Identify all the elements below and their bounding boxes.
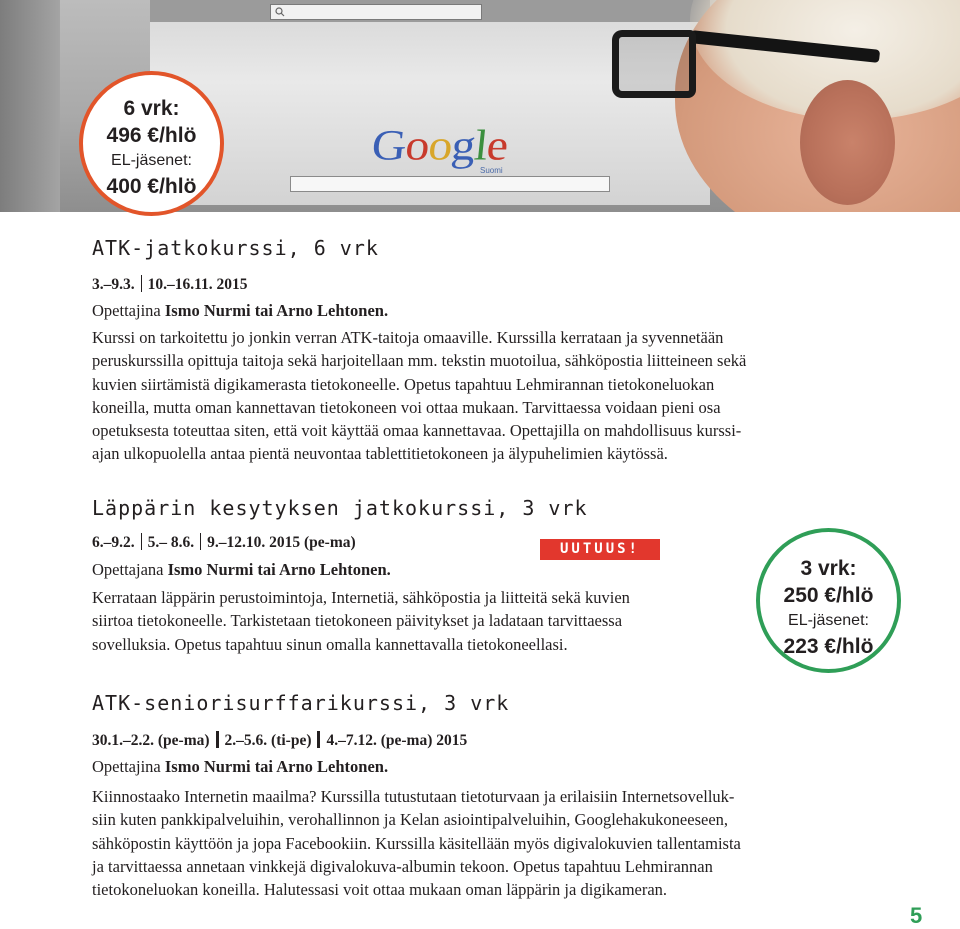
price-regular: 250 €/hlö: [783, 584, 874, 607]
text-line: tietokoneluokan koneilla. Halutessasi voit ottaa mukaan oman läppärin ja digikameran.: [92, 880, 668, 900]
price-member-label: EL-jäsenet:: [111, 152, 192, 169]
google-logo-subtext: Suomi: [480, 166, 503, 175]
price-duration: 6 vrk:: [123, 97, 180, 120]
search-icon: [275, 7, 285, 17]
date-range: 30.1.–2.2. (pe-ma): [92, 732, 210, 749]
person-ear: [800, 80, 895, 205]
course-dates: [92, 731, 467, 750]
course-heading-lapparin-kesytys: Läppärin kesytyksen jatkokurssi, 3 vrk: [92, 496, 588, 520]
course-heading-atk-jatkokurssi: ATK-jatkokurssi, 6 vrk: [92, 236, 379, 260]
google-search-box: [290, 176, 610, 192]
date-range: 10.–16.11. 2015: [147, 276, 248, 293]
teacher-prefix: Opettajina: [92, 757, 161, 776]
date-separator: [200, 533, 201, 550]
text-line: ja tarvittaessa annetaan vinkkejä digivalokuva-albumin tekoon. Opetus tapahtuu Lehmirannan: [92, 856, 713, 876]
course-description: [92, 785, 741, 901]
text-line: opetuksesta toteuttaa siten, että voit käyttää omaa kannettavaa. Opettajilla on mahdollisuus kurssi-: [92, 421, 742, 441]
text-line: kuvien siirtämistä digikamerasta tietokoneelle. Opetus tapahtuu Lehmirannan tietokoneluokan: [92, 374, 715, 394]
price-badge-3-day: [756, 528, 901, 673]
text-line: sovelluksia. Opetus tapahtuu sinun omalla kannettavalla tietokoneellasi.: [92, 634, 568, 654]
course-teachers: [92, 560, 391, 580]
price-regular: 496 €/hlö: [106, 124, 197, 147]
teacher-names: Ismo Nurmi tai Arno Lehtonen.: [164, 301, 389, 320]
date-separator: [216, 731, 219, 748]
text-line: siin kuten pankkipalveluihin, verohallinnon ja Kelan asiointipalveluihin, Googlehakukoneeseen,: [92, 810, 729, 830]
date-range: 4.–7.12. (pe-ma) 2015: [326, 732, 468, 749]
page-number: 5: [910, 903, 923, 928]
browser-toolbar: [150, 0, 710, 22]
text-line: koneilla, mutta oman kannettavan tietokoneen voi ottaa mukaan. Tarvittaessa voidaan pieni osa: [92, 397, 721, 417]
date-separator: [141, 275, 142, 292]
date-range: 2.–5.6. (ti-pe): [224, 732, 312, 749]
text-line: Kerrataan läppärin perustoimintoja, Internetiä, sähköpostia ja liitteitä sekä kuvien: [92, 588, 630, 607]
teacher-names: Ismo Nurmi tai Arno Lehtonen.: [167, 560, 391, 579]
teacher-prefix: Opettajina: [92, 301, 161, 320]
glasses-lens: [612, 30, 696, 98]
date-separator: [317, 731, 320, 748]
price-member: 400 €/hlö: [106, 175, 197, 198]
browser-search-field: [270, 4, 482, 20]
price-duration: 3 vrk:: [800, 557, 857, 580]
monitor-edge: [0, 0, 60, 212]
text-line: siirtoa tietokoneelle. Tarkistetaan tietokoneen päivitykset ja ladataan tarvittaessa: [92, 611, 623, 631]
price-member-label: EL-jäsenet:: [788, 612, 869, 629]
text-line: peruskurssilla opittuja taitoja sekä harjoitellaan mm. tekstin muotoilua, sähköpostia liitteineen sekä: [92, 351, 747, 371]
course-description: [92, 326, 746, 466]
course-teachers: [92, 757, 388, 777]
date-separator: [141, 533, 142, 550]
new-badge: UUTUUS!: [540, 539, 660, 560]
google-logo: Google: [369, 121, 510, 170]
course-description: [92, 586, 630, 656]
text-line: sähköpostin käyttöön ja jopa Facebookiin. Kurssilla käsitellään myös digivalokuvien tallentamista: [92, 833, 741, 853]
price-badge-6-day: [79, 71, 224, 216]
text-line: Kurssi on tarkoitettu jo jonkin verran ATK-taitoja omaaville. Kurssilla kerrataan ja syvennetään: [92, 328, 724, 347]
date-range: 3.–9.3.: [92, 276, 135, 293]
date-range: 5.– 8.6.: [147, 534, 195, 551]
course-heading-seniorisurffari: ATK-seniorisurffarikurssi, 3 vrk: [92, 691, 510, 715]
date-range: 9.–12.10. 2015 (pe-ma): [207, 534, 356, 551]
text-line: Kiinnostaako Internetin maailma? Kurssilla tutustutaan tietoturvaan ja erilaisiin Internetsovelluk-: [92, 787, 735, 806]
course-dates: [92, 275, 248, 294]
course-teachers: [92, 301, 388, 321]
price-member: 223 €/hlö: [783, 635, 874, 658]
course-dates: [92, 533, 356, 552]
text-line: ajan ulkopuolella antaa pientä neuvontaa tablettitietokoneen ja älypuhelimien käytössä.: [92, 444, 668, 464]
date-range: 6.–9.2.: [92, 534, 135, 551]
teacher-prefix: Opettajana: [92, 560, 164, 579]
teacher-names: Ismo Nurmi tai Arno Lehtonen.: [164, 757, 389, 776]
